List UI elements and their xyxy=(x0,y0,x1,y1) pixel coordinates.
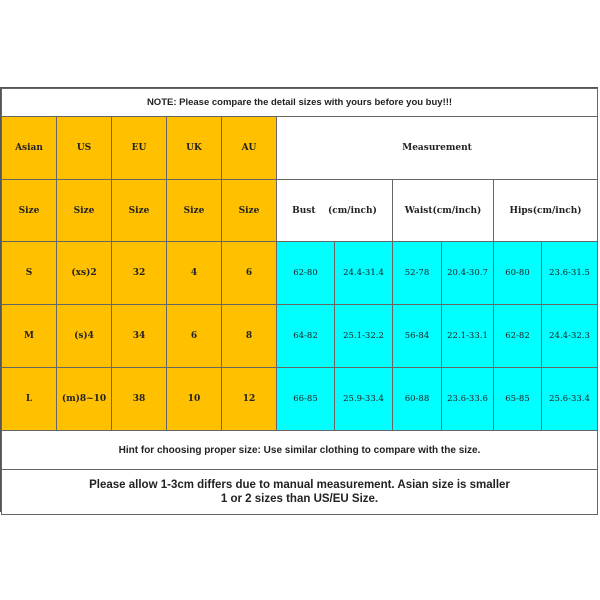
us-size: (xs)2 xyxy=(57,242,112,305)
measurement-header: Measurement xyxy=(277,117,598,180)
size-label-eu: Size xyxy=(112,180,167,242)
hips-inch: 23.6-31.5 xyxy=(542,242,598,305)
bust-cm: 62-80 xyxy=(277,242,335,305)
waist-inch: 23.6-33.6 xyxy=(442,368,494,431)
asian-size: M xyxy=(2,305,57,368)
waist-cm: 52-78 xyxy=(393,242,442,305)
note-text: NOTE: Please compare the detail sizes with yours before you buy!!! xyxy=(2,89,598,117)
size-table xyxy=(1,88,598,515)
table-row xyxy=(2,242,598,305)
size-label-uk: Size xyxy=(167,180,222,242)
allowance-note xyxy=(2,470,598,515)
bust-cm: 66-85 xyxy=(277,368,335,431)
au-size: 12 xyxy=(222,368,277,431)
us-size: (m)8~10 xyxy=(57,368,112,431)
asian-size: S xyxy=(2,242,57,305)
bust-inch: 25.9-33.4 xyxy=(335,368,393,431)
au-size: 6 xyxy=(222,242,277,305)
size-label-au: Size xyxy=(222,180,277,242)
waist-header: Waist(cm/inch) xyxy=(393,180,494,242)
bust-cm: 64-82 xyxy=(277,305,335,368)
table-row xyxy=(2,368,598,431)
bust-inch: 25.1-32.2 xyxy=(335,305,393,368)
waist-inch: 20.4-30.7 xyxy=(442,242,494,305)
header-us: US xyxy=(57,117,112,180)
hips-inch: 24.4-32.3 xyxy=(542,305,598,368)
bust-inch: 24.4-31.4 xyxy=(335,242,393,305)
size-label-us: Size xyxy=(57,180,112,242)
eu-size: 34 xyxy=(112,305,167,368)
waist-inch: 22.1-33.1 xyxy=(442,305,494,368)
uk-size: 4 xyxy=(167,242,222,305)
eu-size: 32 xyxy=(112,242,167,305)
us-size: (s)4 xyxy=(57,305,112,368)
hips-cm: 62-82 xyxy=(494,305,542,368)
hips-cm: 60-80 xyxy=(494,242,542,305)
header-uk: UK xyxy=(167,117,222,180)
hint-text: Hint for choosing proper size: Use similar clothing to compare with the size. xyxy=(2,431,598,470)
header-eu: EU xyxy=(112,117,167,180)
au-size: 8 xyxy=(222,305,277,368)
table-row xyxy=(2,305,598,368)
waist-cm: 56-84 xyxy=(393,305,442,368)
size-label-asian: Size xyxy=(2,180,57,242)
uk-size: 6 xyxy=(167,305,222,368)
header-asian: Asian xyxy=(2,117,57,180)
header-au: AU xyxy=(222,117,277,180)
size-chart xyxy=(0,87,598,512)
uk-size: 10 xyxy=(167,368,222,431)
asian-size: L xyxy=(2,368,57,431)
hips-cm: 65-85 xyxy=(494,368,542,431)
waist-cm: 60-88 xyxy=(393,368,442,431)
allowance-line-2: 1 or 2 sizes than US/EU Size. xyxy=(220,493,379,505)
hips-inch: 25.6-33.4 xyxy=(542,368,598,431)
hips-header: Hips(cm/inch) xyxy=(494,180,598,242)
bust-header: Bust (cm/inch) xyxy=(277,180,393,242)
allowance-line-1: Please allow 1-3cm differs due to manual measurement. Asian size is smaller xyxy=(89,478,510,491)
eu-size: 38 xyxy=(112,368,167,431)
